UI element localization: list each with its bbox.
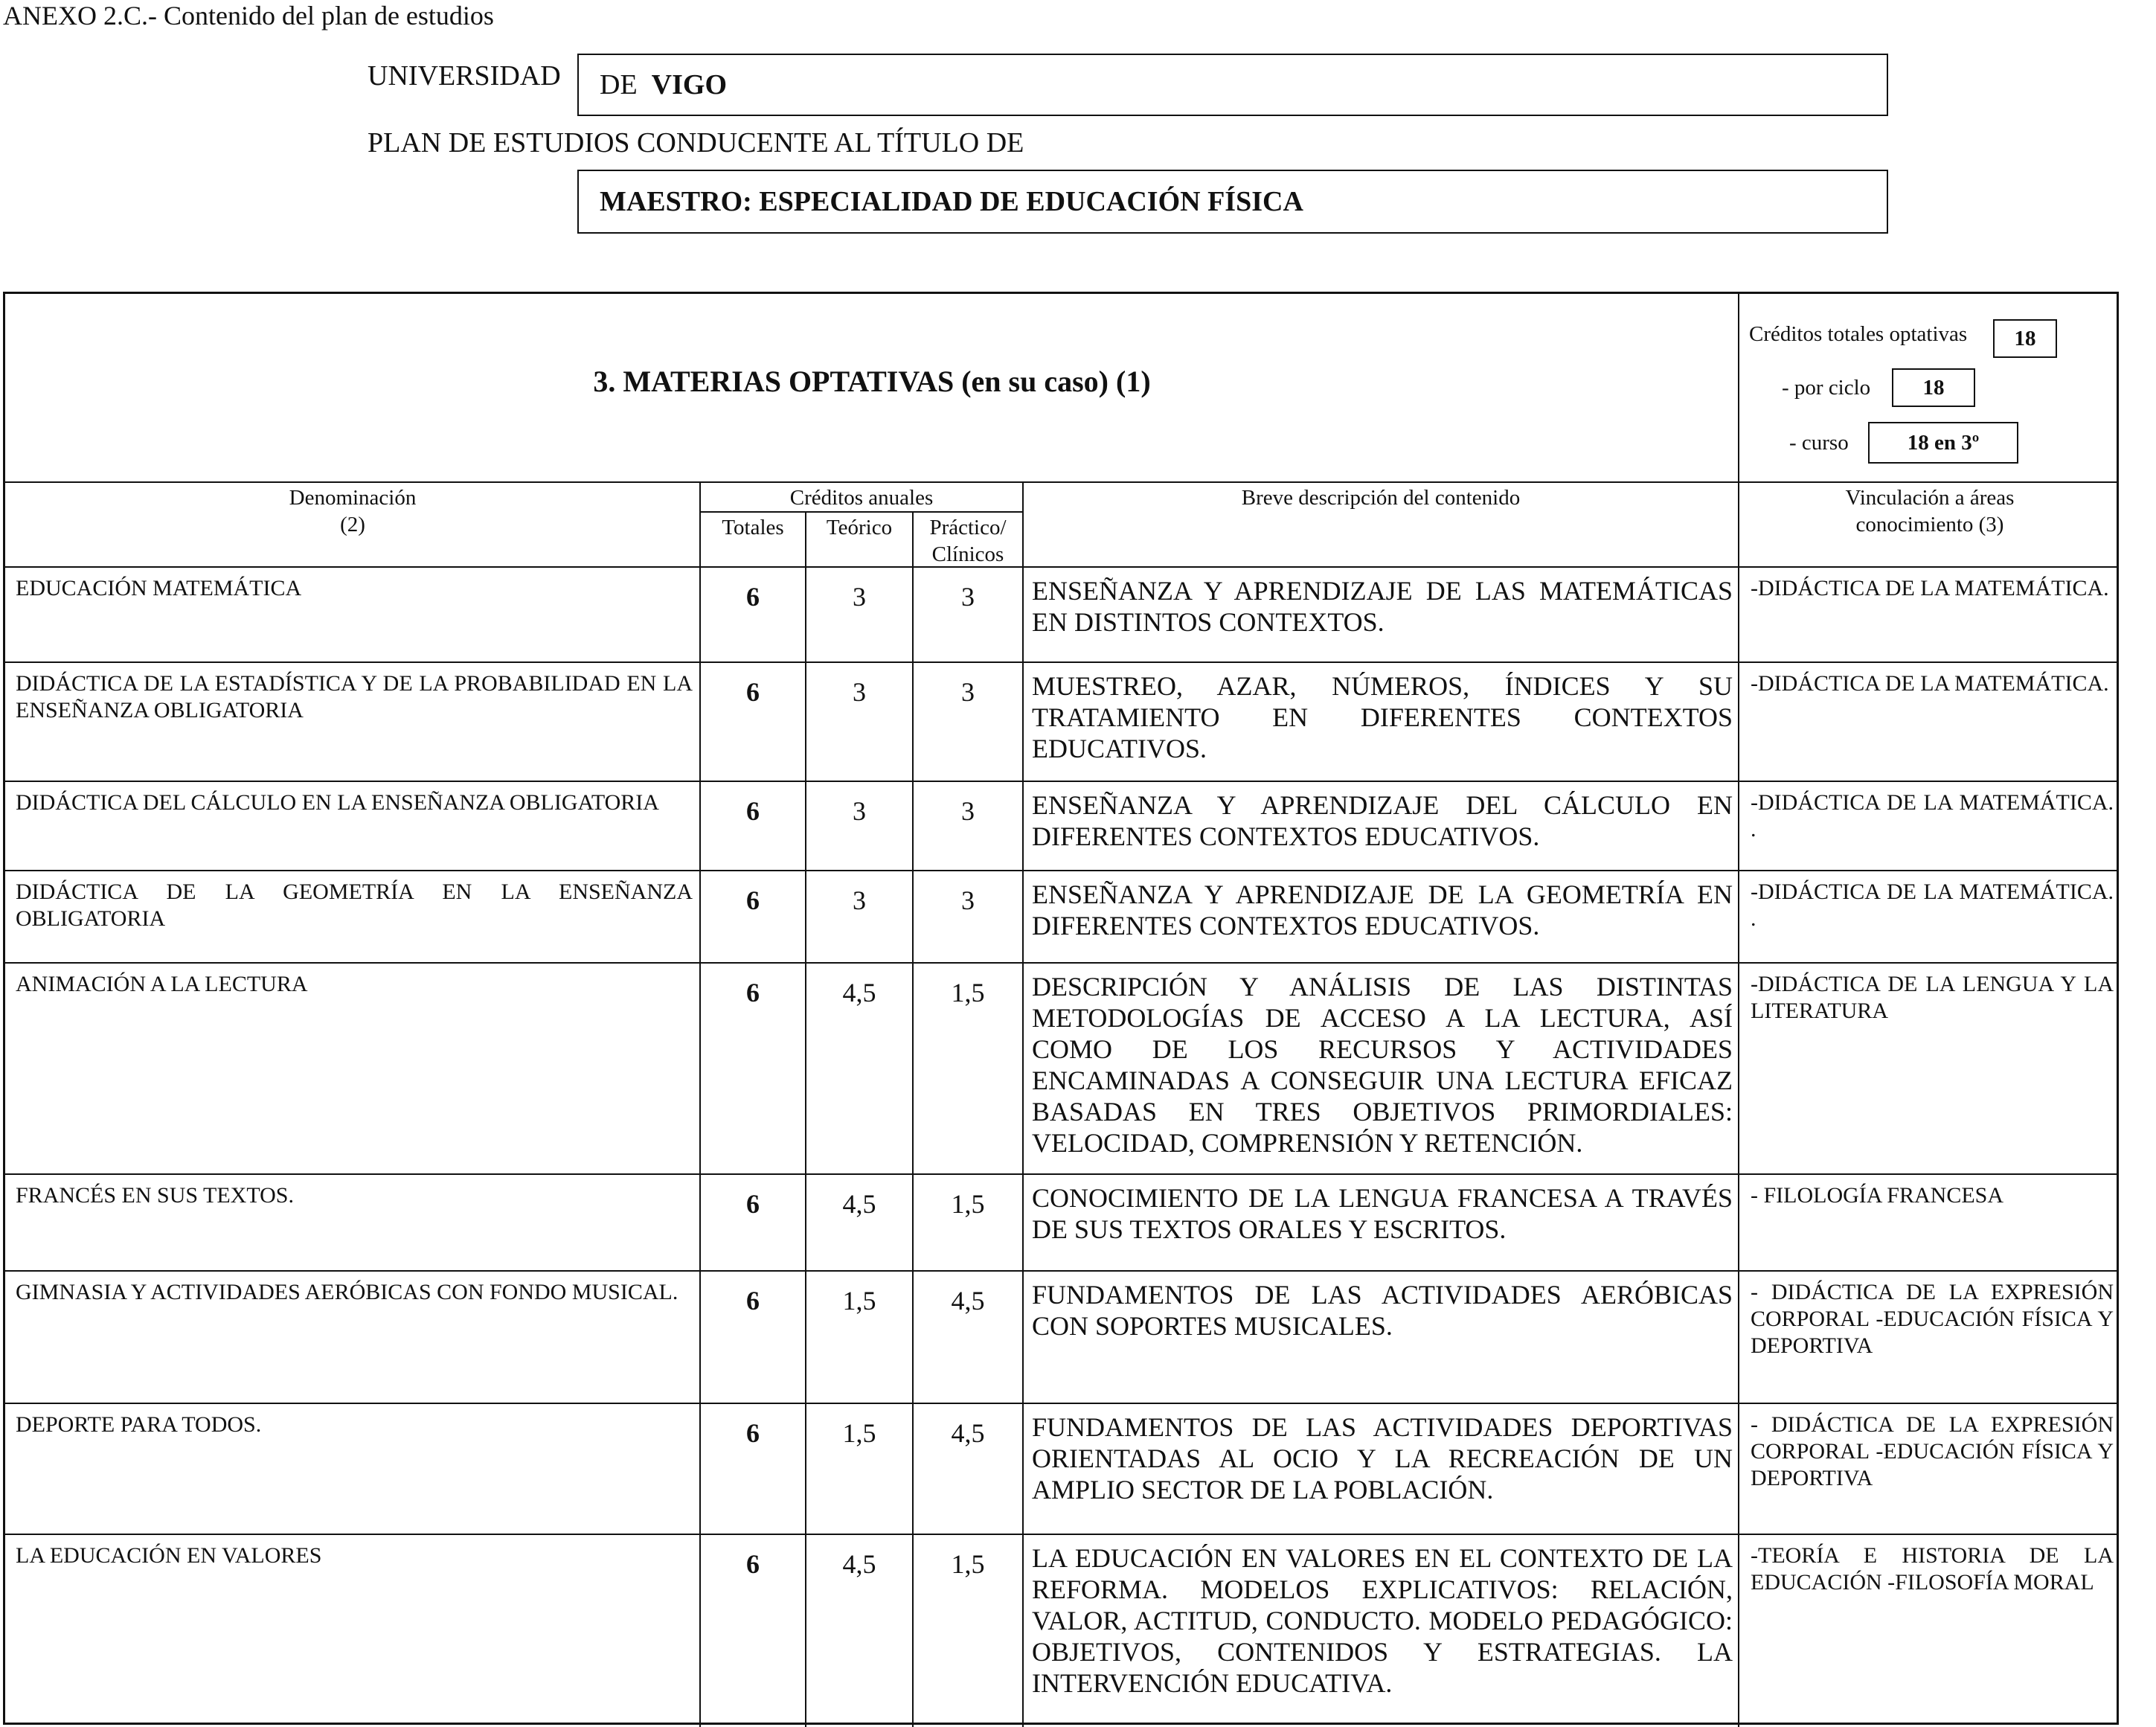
university-label: UNIVERSIDAD [368, 60, 561, 92]
subject-name: EDUCACIÓN MATEMÁTICA [16, 576, 302, 600]
col-totales: Totales [722, 516, 784, 539]
column-header-row [5, 483, 2117, 568]
credits-theory: 3 [853, 677, 866, 707]
credits-practice: 1,5 [951, 1189, 985, 1219]
knowledge-area: - DIDÁCTICA DE LA EXPRESIÓN CORPORAL -EDUCACIÓN FÍSICA Y DEPORTIVA [1751, 1412, 2114, 1490]
col-denominacion-label: Denominación [289, 486, 417, 510]
table-row [5, 964, 2117, 1175]
subject-name: DIDÁCTICA DE LA GEOMETRÍA EN LA ENSEÑANZA OBLIGATORIA [16, 879, 693, 931]
credits-theory: 1,5 [842, 1418, 876, 1448]
table-header-block [5, 294, 2117, 483]
university-prefix: DE [600, 69, 638, 100]
credits-theory: 4,5 [842, 978, 876, 1007]
col-practico [913, 514, 1023, 568]
annex-title: ANEXO 2.C.- Contenido del plan de estudios [3, 1, 494, 31]
col-vinculacion-line2: conocimiento (3) [1855, 513, 2004, 536]
subject-name: DIDÁCTICA DEL CÁLCULO EN LA ENSEÑANZA OBLIGATORIA [16, 790, 659, 815]
table-row [5, 871, 2117, 964]
subject-description: FUNDAMENTOS DE LAS ACTIVIDADES AERÓBICAS CON SOPORTES MUSICALES. [1032, 1280, 1733, 1341]
credits-practice: 3 [961, 796, 975, 826]
knowledge-area: - DIDÁCTICA DE LA EXPRESIÓN CORPORAL -EDUCACIÓN FÍSICA Y DEPORTIVA [1751, 1280, 2114, 1358]
degree-box [577, 170, 1888, 234]
optional-subjects-table [3, 292, 2119, 1725]
col-teorico: Teórico [826, 516, 893, 539]
subject-name: ANIMACIÓN A LA LECTURA [16, 972, 308, 996]
col-practico-line1: Práctico/ [929, 516, 1007, 539]
credits-total-box: 18 [1993, 319, 2057, 358]
table-row [5, 782, 2117, 871]
credits-practice: 3 [961, 885, 975, 915]
credits-practice: 3 [961, 582, 975, 612]
credits-theory: 3 [853, 885, 866, 915]
col-denominacion [5, 484, 700, 538]
col-vinculacion [1739, 484, 2121, 538]
subject-description: ENSEÑANZA Y APRENDIZAJE DE LAS MATEMÁTICAS EN DISTINTOS CONTEXTOS. [1032, 576, 1733, 637]
subject-description: ENSEÑANZA Y APRENDIZAJE DEL CÁLCULO EN DIFERENTES CONTEXTOS EDUCATIVOS. [1032, 790, 1733, 851]
credits-cycle-label: - por ciclo [1782, 376, 1871, 400]
credits-practice: 4,5 [951, 1286, 985, 1316]
credits-course-label: - curso [1789, 431, 1849, 455]
plan-label: PLAN DE ESTUDIOS CONDUCENTE AL TÍTULO DE [368, 127, 1024, 158]
credits-total: 6 [746, 1418, 760, 1448]
knowledge-area: -DIDÁCTICA DE LA LENGUA Y LA LITERATURA [1751, 972, 2114, 1023]
subject-description: CONOCIMIENTO DE LA LENGUA FRANCESA A TRAVÉS DE SUS TEXTOS ORALES Y ESCRITOS. [1032, 1183, 1733, 1244]
subject-name: GIMNASIA Y ACTIVIDADES AERÓBICAS CON FONDO MUSICAL. [16, 1280, 678, 1304]
subject-description: FUNDAMENTOS DE LAS ACTIVIDADES DEPORTIVAS ORIENTADAS AL OCIO Y LA RECREACIÓN DE UN AMPLIO SECTOR DE LA POBLACIÓN. [1032, 1412, 1733, 1505]
credits-total-label: Créditos totales optativas [1749, 322, 1968, 346]
credits-theory: 4,5 [842, 1189, 876, 1219]
table-row [5, 1535, 2117, 1727]
table-row [5, 1175, 2117, 1272]
knowledge-area: -DIDÁCTICA DE LA MATEMÁTICA. [1751, 671, 2109, 696]
credits-practice: 1,5 [951, 1549, 985, 1579]
col-creditos-anuales: Créditos anuales [789, 486, 934, 510]
credits-practice: 1,5 [951, 978, 985, 1007]
knowledge-area: - FILOLOGÍA FRANCESA [1751, 1183, 2004, 1208]
credits-total: 6 [746, 796, 760, 826]
credits-total: 6 [746, 978, 760, 1007]
col-vinculacion-line1: Vinculación a áreas [1845, 486, 2015, 510]
credits-theory: 3 [853, 796, 866, 826]
subject-description: LA EDUCACIÓN EN VALORES EN EL CONTEXTO DE LA REFORMA. MODELOS EXPLICATIVOS: RELACIÓN, VALOR, ACTITUD, CONDUCTO. MODELO PEDAGÓGICO: OBJETIVOS, CONTENIDOS Y ESTRATEGIAS. LA INTERVENCIÓN EDUCATIVA. [1032, 1543, 1733, 1698]
university-name: VIGO [651, 69, 728, 100]
credits-total: 6 [746, 1286, 760, 1316]
credits-total: 6 [746, 677, 760, 707]
knowledge-area: -DIDÁCTICA DE LA MATEMÁTICA. [1751, 576, 2109, 600]
credits-theory: 4,5 [842, 1549, 876, 1579]
subject-name: LA EDUCACIÓN EN VALORES [16, 1543, 322, 1568]
col-denominacion-note: (2) [340, 513, 365, 536]
credits-total: 6 [746, 582, 760, 612]
subject-name: DEPORTE PARA TODOS. [16, 1412, 262, 1437]
credits-total: 6 [746, 1549, 760, 1579]
section-title: 3. MATERIAS OPTATIVAS (en su caso) (1) [593, 365, 1151, 398]
credits-subheader-line [700, 511, 1023, 513]
table-row [5, 1404, 2117, 1535]
credits-course-box: 18 en 3º [1868, 422, 2018, 464]
col-practico-line2: Clínicos [931, 542, 1004, 566]
knowledge-area: -DIDÁCTICA DE LA MATEMÁTICA. . [1751, 879, 2114, 931]
credits-practice: 4,5 [951, 1418, 985, 1448]
knowledge-area: -DIDÁCTICA DE LA MATEMÁTICA. . [1751, 790, 2114, 842]
header-divider [1738, 294, 1739, 483]
credits-theory: 3 [853, 582, 866, 612]
subject-description: ENSEÑANZA Y APRENDIZAJE DE LA GEOMETRÍA EN DIFERENTES CONTEXTOS EDUCATIVOS. [1032, 879, 1733, 941]
table-row [5, 663, 2117, 782]
table-row [5, 1272, 2117, 1404]
university-box [577, 54, 1888, 116]
knowledge-area: -TEORÍA E HISTORIA DE LA EDUCACIÓN -FILOSOFÍA MORAL [1751, 1543, 2114, 1595]
subject-description: MUESTREO, AZAR, NÚMEROS, ÍNDICES Y SU TRATAMIENTO EN DIFERENTES CONTEXTOS EDUCATIVOS. [1032, 671, 1733, 763]
credits-cycle-box: 18 [1892, 368, 1975, 407]
credits-theory: 1,5 [842, 1286, 876, 1316]
credits-total: 6 [746, 1189, 760, 1219]
table-row [5, 568, 2117, 663]
col-descripcion: Breve descripción del contenido [1241, 486, 1521, 510]
degree-title: MAESTRO: ESPECIALIDAD DE EDUCACIÓN FÍSICA [600, 186, 1303, 217]
credits-total: 6 [746, 885, 760, 915]
credits-practice: 3 [961, 677, 975, 707]
subject-name: DIDÁCTICA DE LA ESTADÍSTICA Y DE LA PROBABILIDAD EN LA ENSEÑANZA OBLIGATORIA [16, 671, 693, 722]
subject-name: FRANCÉS EN SUS TEXTOS. [16, 1183, 294, 1208]
subject-description: DESCRIPCIÓN Y ANÁLISIS DE LAS DISTINTAS METODOLOGÍAS DE ACCESO A LA LECTURA, ASÍ COMO DE LOS RECURSOS Y ACTIVIDADES ENCAMINADAS A CONSEGUIR UNA LECTURA EFICAZ BASADAS EN TRES OBJETIVOS PRIMORDIALES: VELOCIDAD, COMPRENSIÓN Y RETENCIÓN. [1032, 972, 1733, 1158]
